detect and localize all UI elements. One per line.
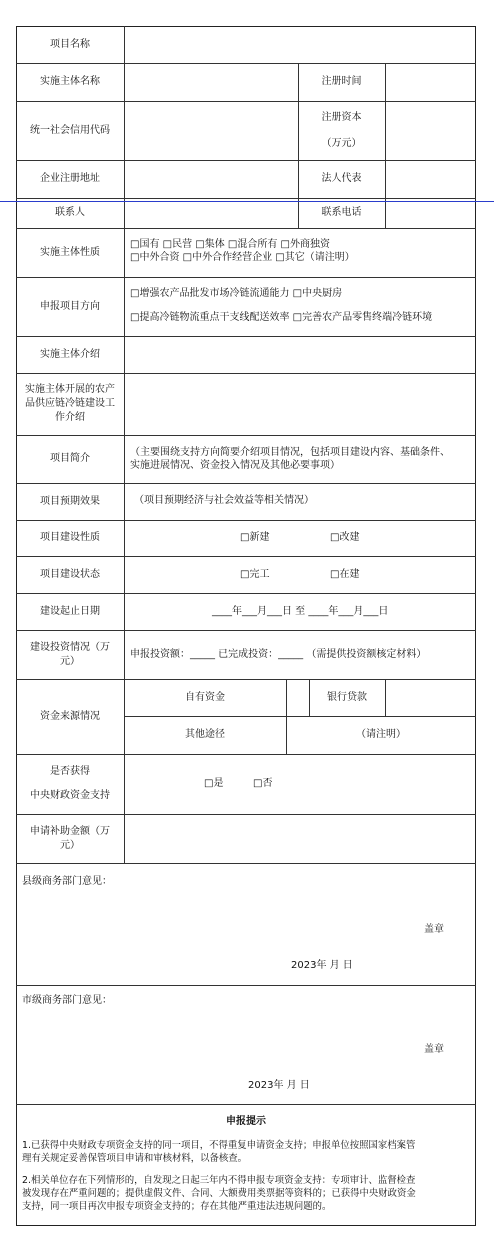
reg-time-field[interactable] <box>385 63 476 101</box>
rebuild-checkbox[interactable]: □改建 <box>330 532 360 543</box>
investment-line2: 元） <box>60 655 80 667</box>
row-divider <box>16 985 476 986</box>
reg-capital-line1: 注册资本 <box>321 111 362 123</box>
tip-1-line2: 理有关规定妥善保管项目申请和审核材料，以备核查。 <box>22 1153 248 1164</box>
tips-title: 申报提示 <box>226 1116 266 1127</box>
supply-chain-intro-label <box>16 373 124 435</box>
subsidy-line1: 申请补助金额（万 <box>30 825 110 837</box>
legal-rep-label: 法人代表 <box>321 173 362 184</box>
contact-phone-label: 联系电话 <box>321 207 362 218</box>
tip-1 <box>22 1139 458 1165</box>
tip-2-line3: 支持，同一项目再次申报专项资金支持的；存在其他严重违法违规问题的。 <box>22 1201 332 1212</box>
new-build-checkbox[interactable]: □新建 <box>240 532 270 543</box>
credit-code-label: 统一社会信用代码 <box>30 124 110 136</box>
supply-chain-line3: 作介绍 <box>55 412 85 423</box>
investment-label <box>16 630 124 679</box>
tip-2 <box>22 1174 458 1213</box>
dates-label: 建设起止日期 <box>40 605 100 617</box>
no-checkbox[interactable]: □否 <box>253 778 273 789</box>
other-channel-label: 其他途径 <box>185 729 225 740</box>
entity-intro-field[interactable] <box>124 336 476 373</box>
effect-label: 项目预期效果 <box>40 495 100 507</box>
project-name-field[interactable] <box>124 26 476 63</box>
page-break-line <box>0 201 494 202</box>
central-funds-line1: 是否获得 <box>50 766 90 777</box>
investment-field[interactable]: 申报投资额：_____ 已完成投资：_____ （需提供投资额核定材料） <box>130 649 427 660</box>
project-name-label: 项目名称 <box>50 38 90 50</box>
contact-label: 联系人 <box>55 207 85 218</box>
central-funds-line2: 中央财政资金支持 <box>30 790 110 801</box>
bank-loan-label: 银行贷款 <box>327 691 367 703</box>
entity-nature-options-row1[interactable]: □国有 □民营 □集体 □混合所有 □外商独资 <box>130 239 330 250</box>
contact-field[interactable] <box>124 198 298 228</box>
legal-rep-field[interactable] <box>385 160 476 198</box>
completed-checkbox[interactable]: □完工 <box>240 569 270 580</box>
row-divider <box>16 1104 476 1105</box>
self-funds-label: 自有资金 <box>185 691 225 703</box>
direction-label: 申报项目方向 <box>40 300 100 312</box>
entity-name-label: 实施主体名称 <box>40 76 100 87</box>
city-seal: 盖章 <box>424 1044 444 1055</box>
self-funds-field[interactable] <box>286 679 309 716</box>
dates-field[interactable]: ____年___月___日 至 ____年___月___日 <box>212 606 389 617</box>
row-divider <box>16 863 476 864</box>
contact-phone-field[interactable] <box>385 198 476 228</box>
entity-nature-options-row2[interactable]: □中外合资 □中外合作经营企业 □其它（请注明） <box>130 252 355 263</box>
county-opinion-label: 县级商务部门意见： <box>22 876 112 887</box>
tip-1-line1: 1.已获得中央财政专项资金支持的同一项目，不得重复申请资金支持；申报单位按照国家档案管 <box>22 1140 416 1151</box>
build-state-label: 项目建设状态 <box>40 568 100 580</box>
funding-label: 资金来源情况 <box>40 710 100 722</box>
brief-hint-line1: （主要围绕支持方向简要介绍项目情况，包括项目建设内容、基础条件、 <box>130 447 450 458</box>
city-date: 2023年 月 日 <box>248 1080 310 1091</box>
reg-capital-line2: （万元） <box>321 137 362 149</box>
central-funds-label <box>16 754 124 814</box>
direction-options-row2[interactable]: □提高冷链物流重点干支线配送效率 □完善农产品零售终端冷链环境 <box>130 312 433 323</box>
build-nature-label: 项目建设性质 <box>40 532 100 543</box>
bank-loan-field[interactable] <box>385 679 476 716</box>
supply-chain-line1: 实施主体开展的农产 <box>25 384 115 395</box>
credit-code-field[interactable] <box>124 101 298 160</box>
ongoing-checkbox[interactable]: □在建 <box>330 569 360 580</box>
brief-label: 项目简介 <box>50 453 90 464</box>
entity-name-field[interactable] <box>124 63 298 101</box>
direction-options-row1[interactable]: □增强农产品批发市场冷链流通能力 □中央厨房 <box>130 288 343 299</box>
subsidy-field[interactable] <box>124 814 476 863</box>
reg-capital-field[interactable] <box>385 101 476 160</box>
yes-checkbox[interactable]: □是 <box>204 778 224 789</box>
supply-chain-intro-field[interactable] <box>124 373 476 435</box>
city-opinion-label: 市级商务部门意见： <box>22 995 112 1006</box>
effect-hint: （项目预期经济与社会效益等相关情况） <box>134 495 314 506</box>
reg-time-label: 注册时间 <box>321 76 362 87</box>
county-date: 2023年 月 日 <box>291 960 353 971</box>
brief-hint-line2: 实施进展情况、资金投入情况及其他必要事项） <box>130 460 340 471</box>
investment-line1: 建设投资情况（万 <box>30 641 110 653</box>
subsidy-line2: 元） <box>60 839 80 851</box>
tip-2-line2: 被发现存在严重问题的；提供虚假文件、合同、大额费用类票据等资料的；已获得中央财政资金 <box>22 1188 416 1199</box>
other-channel-field[interactable]: （请注明） <box>356 729 406 740</box>
reg-address-field[interactable] <box>124 160 298 198</box>
county-seal: 盖章 <box>424 924 444 935</box>
reg-address-label: 企业注册地址 <box>40 173 100 184</box>
entity-intro-label: 实施主体介绍 <box>40 348 100 360</box>
supply-chain-line2: 品供应链冷链建设工 <box>25 398 115 409</box>
entity-nature-label: 实施主体性质 <box>40 246 100 258</box>
subsidy-label <box>16 814 124 863</box>
tip-2-line1: 2.相关单位存在下列情形的，自发现之日起三年内不得申报专项资金支持：专项审计、监督检查 <box>22 1175 416 1186</box>
reg-capital-label <box>298 101 385 160</box>
